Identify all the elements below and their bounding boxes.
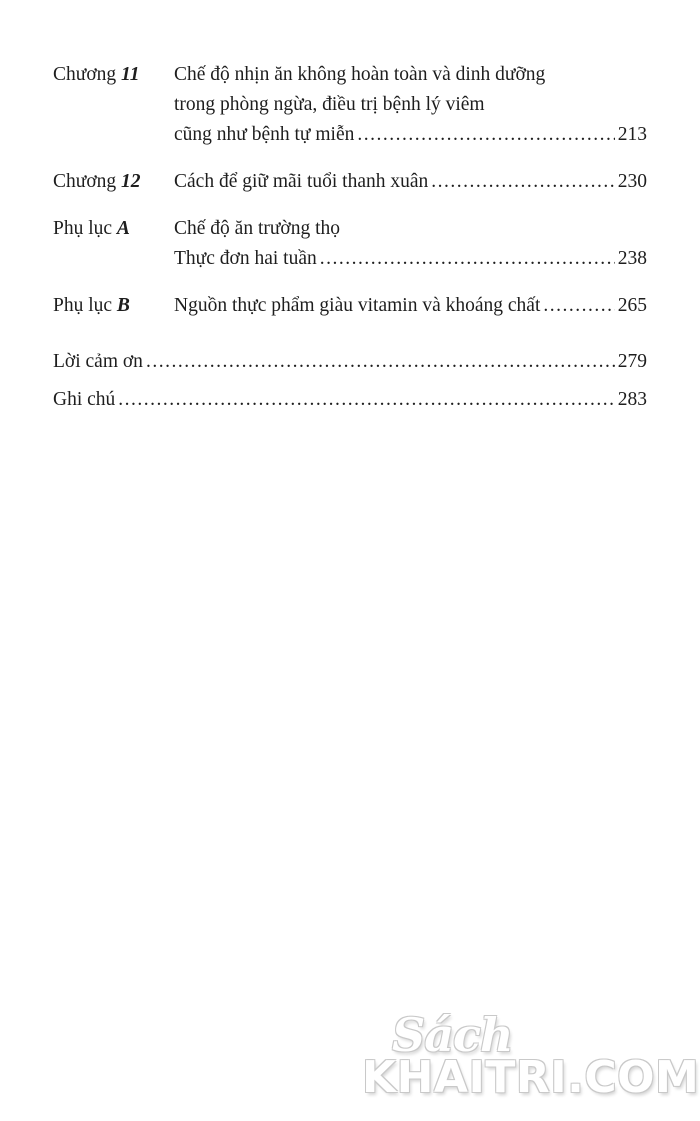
toc-entry-body — [174, 167, 647, 197]
toc-entry-label — [53, 60, 174, 150]
toc-entry-title: Ghi chú — [53, 389, 116, 410]
label-prefix: Chương — [53, 171, 117, 192]
toc-entry-final-row — [174, 291, 647, 321]
toc-entry-title-line: Nguồn thực phẩm giàu vitamin và khoáng chất — [174, 295, 541, 316]
dot-leader — [543, 296, 614, 316]
toc-entry-chapter-12[interactable] — [53, 167, 647, 197]
label-number: A — [116, 218, 130, 239]
dot-leader — [320, 249, 615, 269]
label-prefix: Chương — [53, 64, 117, 85]
toc-entry-chapter-11[interactable] — [53, 60, 647, 150]
dot-leader — [118, 390, 614, 410]
toc-entry-title-line: trong phòng ngừa, điều trị bệnh lý viêm — [174, 94, 485, 115]
page-number: 238 — [617, 248, 647, 269]
watermark-script-text: Sách — [392, 1008, 513, 1062]
label-prefix: Phụ lục — [53, 295, 113, 316]
toc-entry-appendix-a[interactable] — [53, 214, 647, 274]
toc-entry-body — [174, 291, 647, 321]
toc-entry-appendix-b[interactable] — [53, 291, 647, 321]
page-number: 279 — [617, 351, 647, 372]
toc-entry-label — [53, 214, 174, 274]
label-prefix: Phụ lục — [53, 218, 113, 239]
page-number: 283 — [617, 389, 647, 410]
watermark-domain-text: KHAITRI.COM — [362, 1052, 700, 1103]
label-number: 11 — [121, 64, 140, 85]
toc-entry-title: Lời cảm ơn — [53, 351, 143, 372]
page-number: 213 — [617, 124, 647, 145]
toc-entry-label — [53, 291, 174, 321]
watermark-logo — [362, 1008, 700, 1113]
dot-leader — [146, 352, 615, 372]
label-number: 12 — [121, 171, 141, 192]
toc-entry-final-row — [174, 244, 647, 274]
toc-entry-body — [174, 60, 647, 150]
dot-leader — [431, 172, 614, 192]
toc-entry-title-line: Chế độ ăn trường thọ — [174, 218, 341, 239]
page-number: 265 — [617, 295, 647, 316]
toc-entry-label — [53, 167, 174, 197]
label-number: B — [116, 295, 130, 316]
dot-leader — [357, 125, 614, 145]
toc-entry-title-line: Chế độ nhịn ăn không hoàn toàn và dinh dưỡng — [174, 64, 546, 85]
toc-entry-title-line: Thực đơn hai tuần — [174, 248, 317, 269]
toc-entry-final-row — [174, 120, 647, 150]
toc-entry-final-row — [174, 167, 647, 197]
toc-entry-title-line: Cách để giữ mãi tuổi thanh xuân — [174, 171, 429, 192]
toc-entry-title-line: cũng như bệnh tự miễn — [174, 124, 355, 145]
toc-entry-body — [174, 214, 647, 274]
toc-entry-notes[interactable] — [53, 385, 647, 415]
page-number: 230 — [617, 171, 647, 192]
toc-entry-acknowledgements[interactable] — [53, 347, 647, 377]
